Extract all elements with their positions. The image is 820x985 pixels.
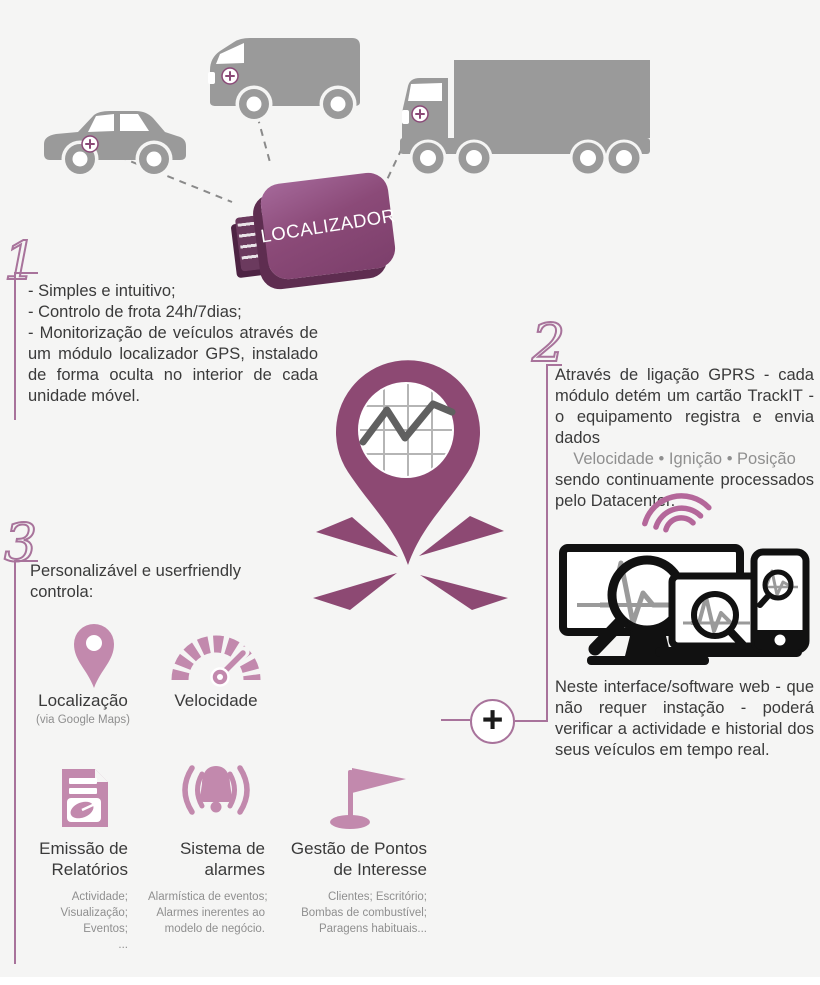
- section-2-paragraph: sendo continuamente processados pelo Datacenter.: [555, 471, 814, 510]
- section-1-line: - Monitorização de veículos através de um módulo localizador GPS, instalado de forma oculta no interior de cada unidade móvel.: [28, 324, 318, 405]
- section-1-line: - Controlo de frota 24h/7dias;: [28, 303, 242, 321]
- map-pin-icon: [72, 624, 116, 690]
- map-pin-chart-icon: [300, 330, 540, 630]
- van-silhouette-icon: [208, 38, 360, 123]
- feature-title: Sistema de alarmes: [179, 839, 265, 879]
- web-interface-text: Neste interface/software web - que não requer instação - poderá verificar a actividade e historial dos seus veículos em tempo real.: [555, 678, 814, 759]
- plus-marker-icon: [82, 136, 98, 152]
- section-2-number: 2: [532, 314, 566, 374]
- plus-circle-icon: [470, 699, 515, 744]
- poi-flag-icon: [328, 764, 410, 830]
- plus-marker-icon: [412, 106, 428, 122]
- devices-illustration: [545, 535, 820, 695]
- plus-marker-icon: [222, 68, 238, 84]
- feature-details: Actividade; Visualização; Eventos; ...: [60, 891, 128, 951]
- feature-localizacao: [28, 690, 138, 727]
- vehicles-scene: [0, 0, 820, 300]
- feature-relatorios: [28, 838, 128, 953]
- truck-silhouette-icon: [400, 60, 650, 177]
- feature-title: Gestão de Pontos de Interesse: [290, 839, 427, 879]
- feature-title: Velocidade: [174, 691, 258, 710]
- alarm-bell-icon: [176, 762, 256, 826]
- laptop-icon: [672, 576, 758, 646]
- bottom-margin: [0, 977, 820, 985]
- car-silhouette-icon: [44, 111, 186, 178]
- report-document-icon: [58, 766, 112, 830]
- feature-details: Clientes; Escritório; Bombas de combustível; Paragens habituais...: [301, 891, 427, 935]
- chip-label: LOCALIZADOR: [259, 204, 397, 247]
- section-2-paragraph: Através de ligação GPRS - cada módulo detém um cartão TrackIT - o equipamento registra e envia dados: [555, 366, 814, 447]
- section-1-line: - Simples e intuitivo;: [28, 282, 176, 300]
- chip-body: [259, 171, 398, 282]
- feature-details: Alarmística de eventos; Alarmes inerentes ao modelo de negócio.: [148, 891, 268, 935]
- feature-subtitle: (via Google Maps): [36, 714, 130, 726]
- section-1-number: 1: [4, 232, 38, 292]
- feature-title: Emissão de Relatórios: [39, 839, 128, 879]
- feature-title: Localização: [38, 691, 128, 710]
- speedometer-icon: [170, 626, 262, 688]
- feature-velocidade: [166, 690, 266, 711]
- section-2-connector-elbow: [515, 720, 546, 722]
- section-3-number: 3: [4, 514, 38, 574]
- gps-chip-icon: [236, 174, 397, 286]
- phone-icon: [754, 552, 806, 650]
- feature-pontos-interesse: [287, 838, 427, 937]
- feature-alarmes: [148, 838, 268, 937]
- plus-left-line: [441, 719, 470, 721]
- section-2-highlight: Velocidade • Ignição • Posição: [573, 450, 796, 468]
- plus-glyph: +: [481, 698, 504, 740]
- section-1-text: [28, 281, 318, 407]
- section-3-intro: Personalizável e userfriendly controla:: [30, 562, 241, 601]
